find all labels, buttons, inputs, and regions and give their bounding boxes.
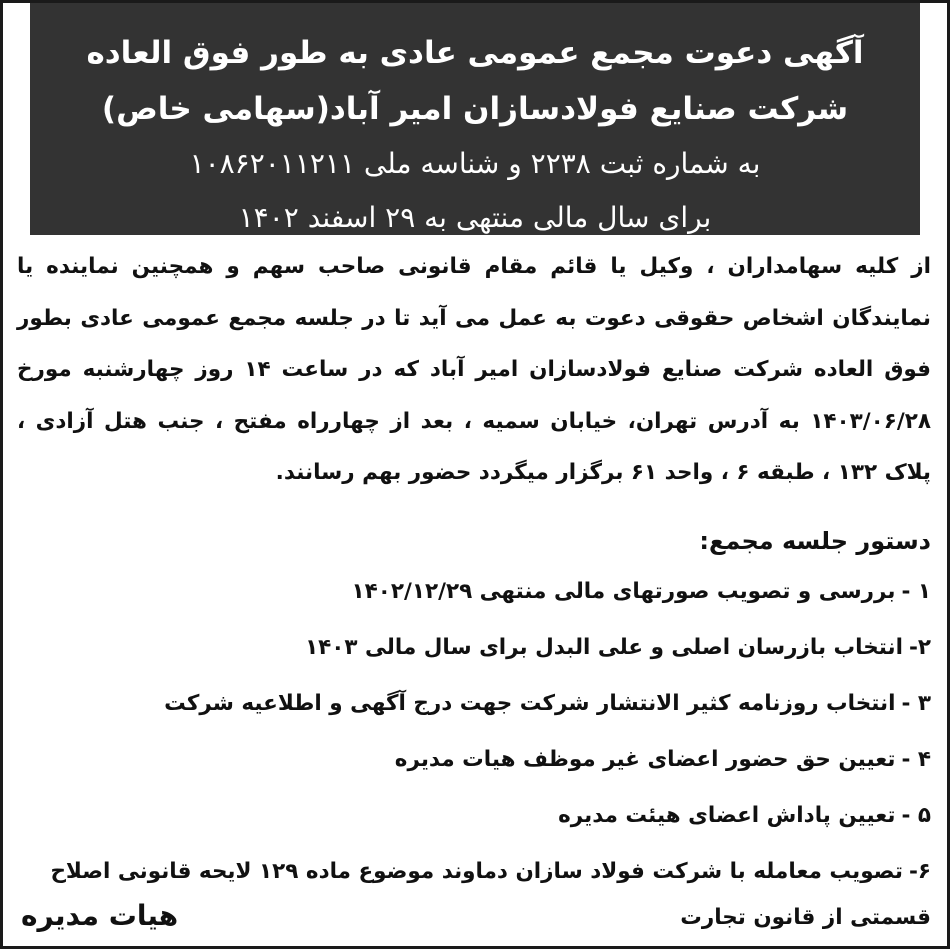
agenda-list xyxy=(17,564,931,941)
agenda-item xyxy=(17,620,931,676)
registration-line: به شماره ثبت ۲۲۳۸ و شناسه ملی ۱۰۸۶۲۰۱۱۲۱۱ xyxy=(189,147,761,180)
agenda-item-number: ۲- xyxy=(908,635,931,660)
agenda-item xyxy=(17,732,931,788)
notice-title-line-2: شرکت صنایع فولادسازان امیر آباد(سهامی خاص) xyxy=(101,91,849,127)
agenda-item-text: انتخاب بازرسان اصلی و علی البدل برای سال مالی ۱۴۰۳ xyxy=(305,635,903,660)
board-signature: هیات مدیره xyxy=(21,899,179,932)
agenda-item-text: تعیین پاداش اعضای هیئت مدیره xyxy=(558,803,896,828)
agenda-item xyxy=(17,564,931,620)
agenda-item-number: ۳ - xyxy=(901,691,931,716)
agenda-item-text: انتخاب روزنامه کثیر الانتشار شرکت جهت درج آگهی و اطلاعیه شرکت xyxy=(164,691,896,716)
agenda-item-number: ۱ - xyxy=(901,579,931,604)
agenda-item-number: ۴ - xyxy=(901,747,931,772)
notice-title-line-1: آگهی دعوت مجمع عمومی عادی به طور فوق العاده xyxy=(86,35,864,71)
agenda-item-text: بررسی و تصویب صورتهای مالی منتهی ۱۴۰۲/۱۲/۲۹ xyxy=(351,579,896,604)
agenda-item-text: تعیین حق حضور اعضای غیر موظف هیات مدیره xyxy=(394,747,896,772)
notice-header xyxy=(30,3,920,235)
agenda-heading: دستور جلسه مجمع: xyxy=(699,527,931,555)
fiscal-year-line: برای سال مالی منتهی به ۲۹ اسفند ۱۴۰۲ xyxy=(238,201,712,234)
agenda-item-number: ۶- xyxy=(908,859,931,884)
agenda-item-text: تصویب معامله با شرکت فولاد سازان دماوند موضوع ماده ۱۲۹ لایحه قانونی اصلاح قسمتی از قانون تجارت xyxy=(50,859,931,930)
invitation-paragraph: از کلیه سهامداران ، وکیل یا قائم مقام قانونی صاحب سهم و همچنین نماینده یا نمایندگان اشخاص حقوقی دعوت به عمل می آید تا در جلسه مجمع عمومی عادی بطور فوق العاده شرکت صنایع فولادسازان امیر آباد که در ساعت ۱۴ روز چهارشنبه مورخ ۱۴۰۳/۰۶/۲۸ به آدرس تهران، خیابان سمیه ، بعد از چهارراه مفتح ، جنب هتل آزادی ، پلاک ۱۳۲ ، طبقه ۶ ، واحد ۶۱ برگزار میگردد حضور بهم رسانند. xyxy=(17,254,931,485)
agenda-item xyxy=(17,676,931,732)
agenda-item-number: ۵ - xyxy=(901,803,931,828)
agenda-item xyxy=(17,788,931,844)
